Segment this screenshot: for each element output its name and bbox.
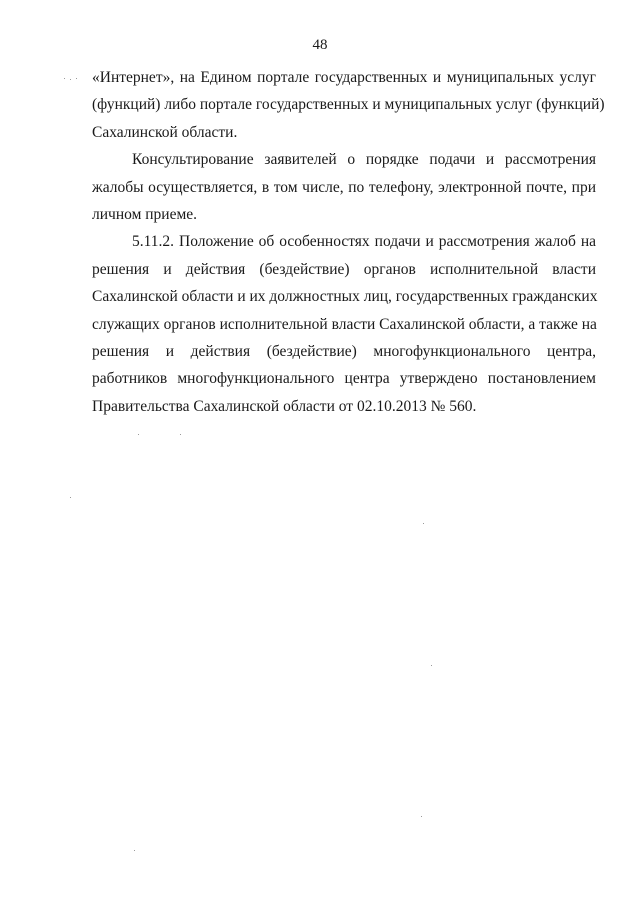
paragraph-portal-info xyxy=(92,64,605,146)
text-line: Правительства Сахалинской области от 02.10.2013 № 560. xyxy=(92,397,477,415)
text-line: личном приеме. xyxy=(92,206,198,224)
text-line: Сахалинской области и их должностных лиц, государственных гражданских xyxy=(92,288,598,306)
scan-speck xyxy=(431,665,432,666)
text-line: «Интернет», на Едином портале государственных и муниципальных услуг xyxy=(92,69,596,86)
page-number: 48 xyxy=(312,37,328,53)
paragraph-consultation xyxy=(92,146,596,228)
scan-speck xyxy=(134,850,135,851)
text-line: (функций) либо портале государственных и муниципальных услуг (функций) xyxy=(92,96,605,114)
text-line: решения и действия (бездействие) органов исполнительной власти xyxy=(92,260,596,278)
scan-speck xyxy=(421,816,422,817)
text-line: работников многофункционального центра утверждено постановлением xyxy=(92,370,596,388)
text-line: Консультирование заявителей о порядке подачи и рассмотрения xyxy=(132,151,596,169)
scan-speck xyxy=(64,78,65,79)
body-text xyxy=(92,64,605,420)
scan-speck xyxy=(70,79,71,80)
paragraph-5-11-2 xyxy=(92,228,596,420)
text-line: решения и действия (бездействие) многофункционального центра, xyxy=(92,343,596,361)
scan-speck xyxy=(180,434,181,435)
text-line: жалобы осуществляется, в том числе, по телефону, электронной почте, при xyxy=(92,178,596,196)
text-line: 5.11.2. Положение об особенностях подачи и рассмотрения жалоб на xyxy=(132,233,596,251)
scan-speck xyxy=(76,78,77,79)
scan-speck xyxy=(138,434,139,435)
scan-speck xyxy=(70,497,71,498)
text-line: Сахалинской области. xyxy=(92,123,238,141)
scan-speck xyxy=(423,523,424,524)
text-line: служащих органов исполнительной власти Сахалинской области, а также на xyxy=(92,315,597,333)
